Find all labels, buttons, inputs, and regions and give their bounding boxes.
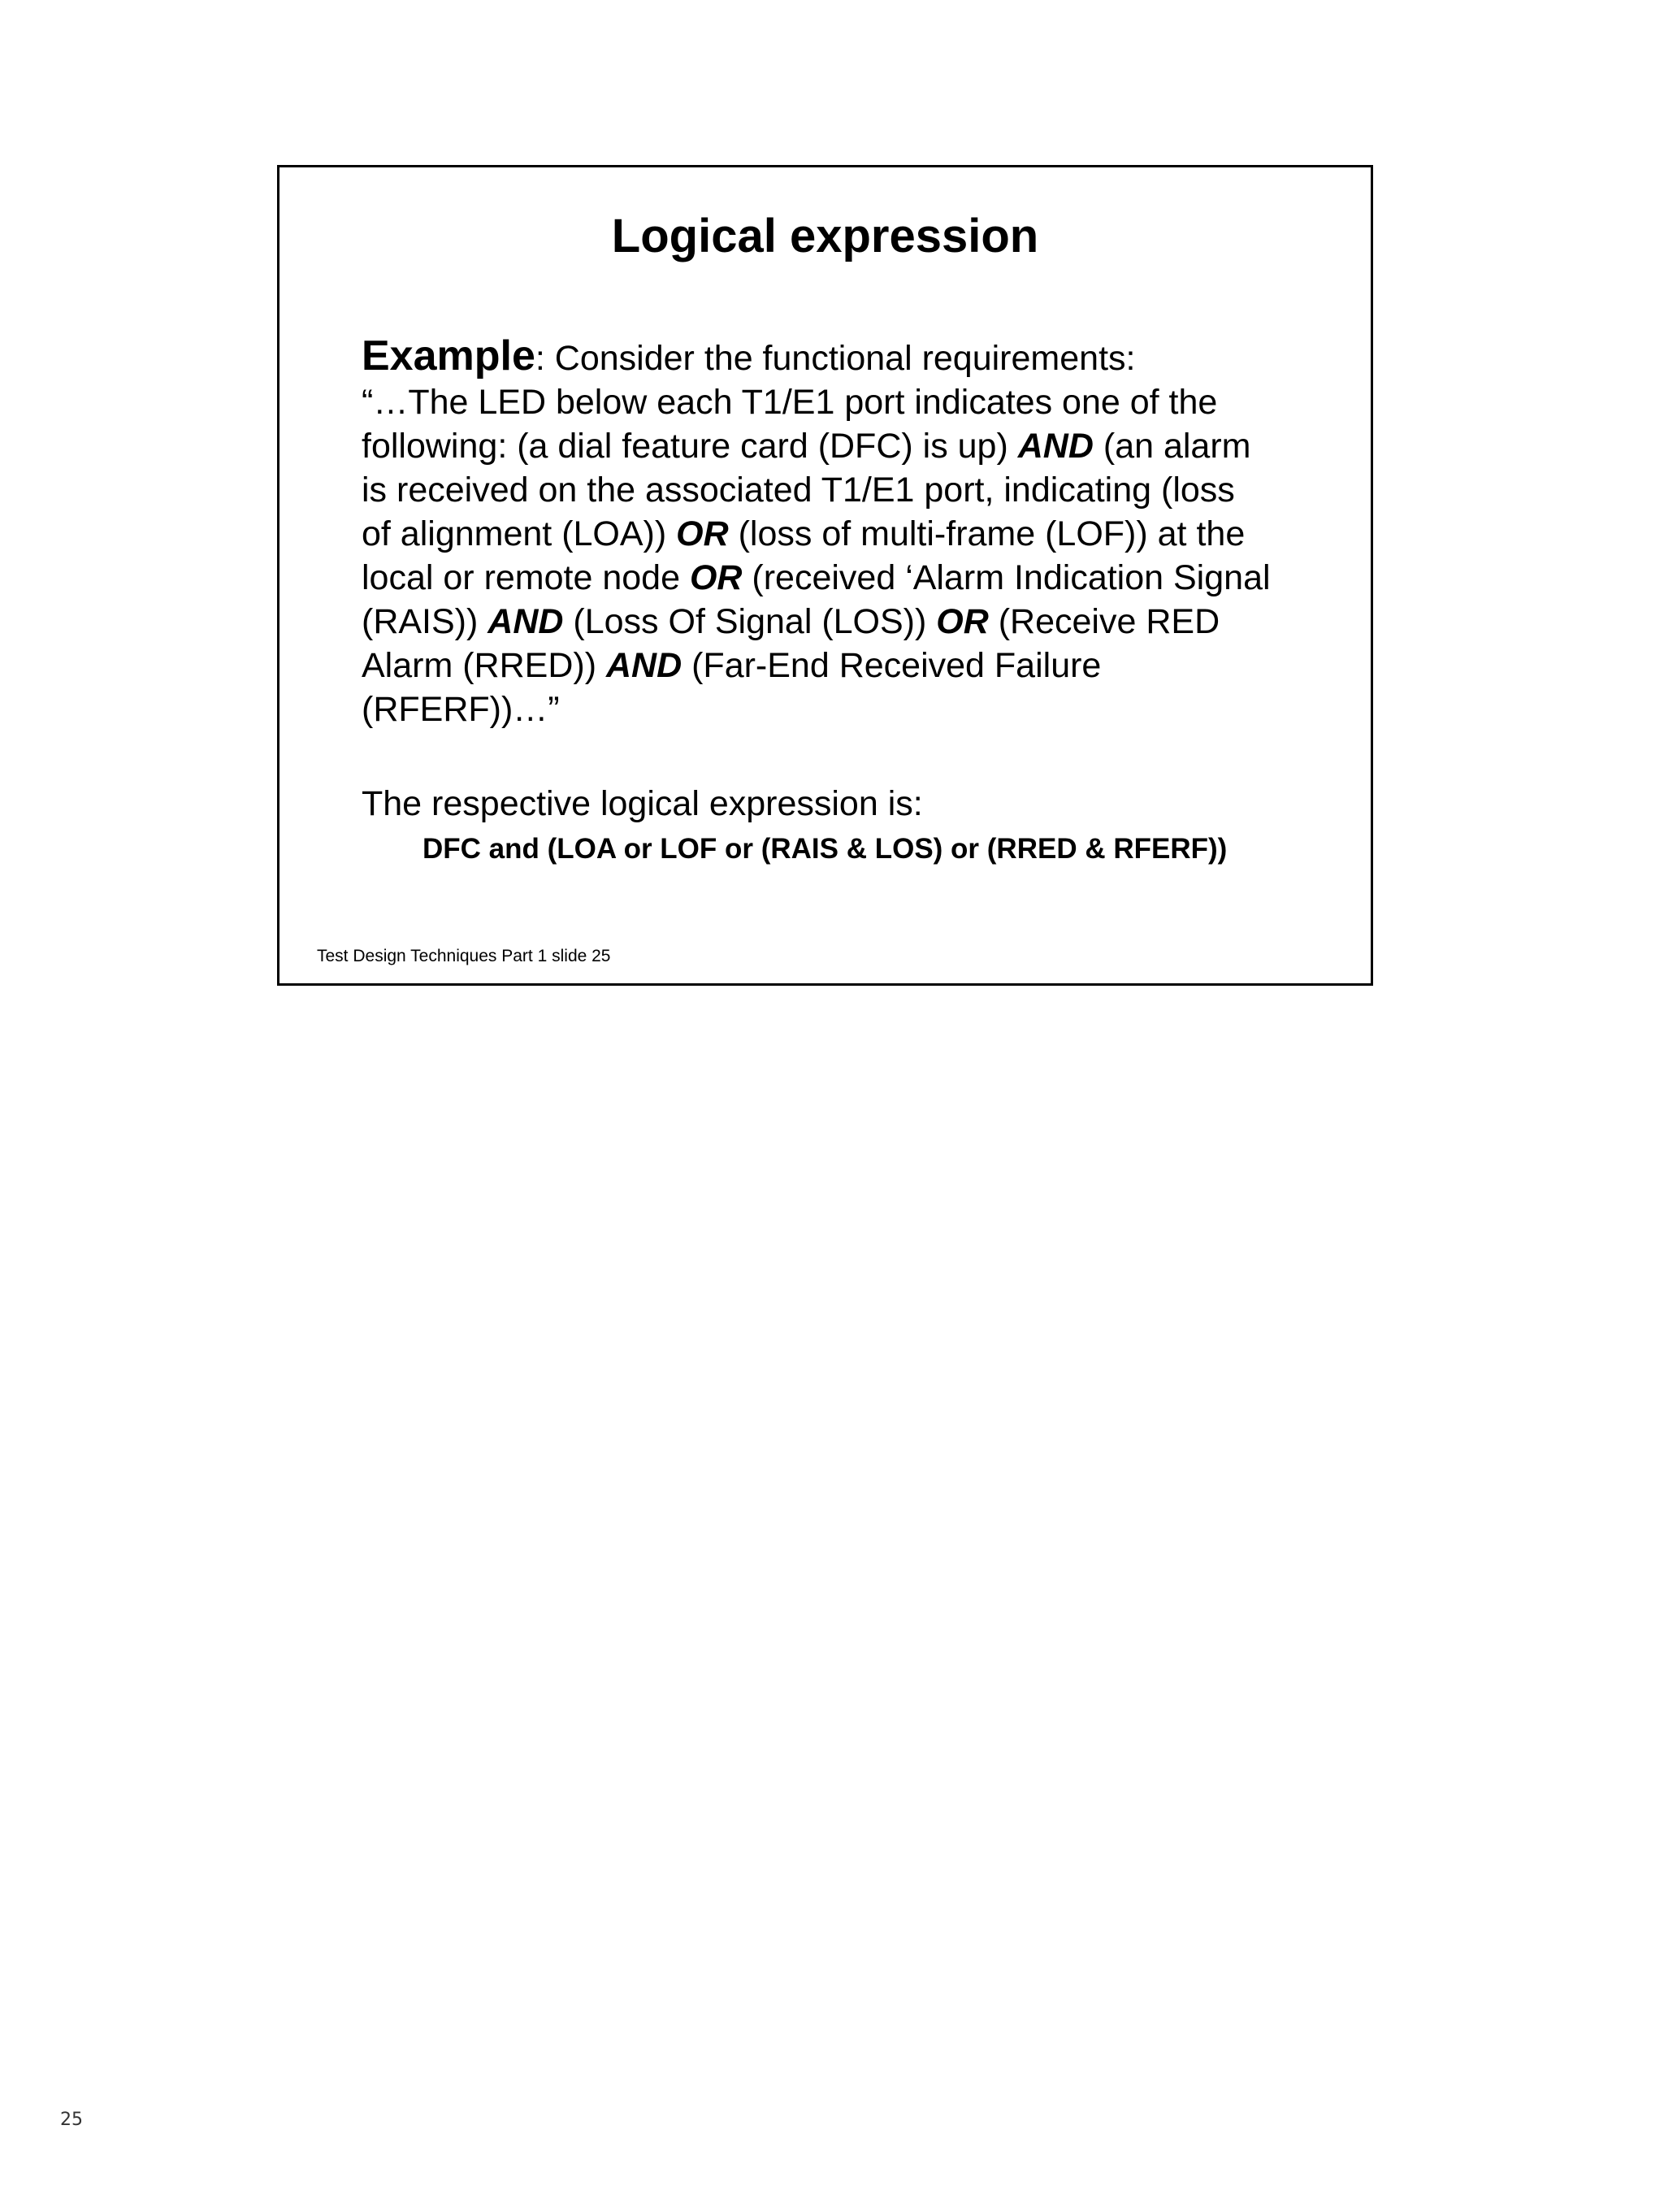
operator-and: AND	[605, 646, 682, 685]
intro-line	[362, 334, 1361, 380]
quote-line-7	[362, 644, 1361, 687]
intro-text: Consider the functional requirements:	[554, 339, 1136, 378]
slide-title: Logical expression	[611, 210, 1039, 262]
quote-text: Alarm (RRED))	[362, 646, 606, 685]
quote-text: (loss of multi-frame (LOF)) at the	[728, 514, 1246, 553]
respective-text: The respective logical expression is:	[362, 784, 923, 823]
quote-text: (an alarm	[1093, 427, 1251, 466]
quote-text: (received ‘Alarm Indication Signal	[742, 558, 1271, 597]
quote-line-1: “…The LED below each T1/E1 port indicates one of the	[362, 383, 1218, 422]
page-number: 25	[60, 2110, 83, 2130]
quote-text: (Receive RED	[988, 602, 1220, 641]
operator-or: OR	[676, 514, 729, 553]
slide-footer: Test Design Techniques Part 1 slide 25	[317, 947, 611, 965]
quote-line-4	[362, 512, 1361, 556]
quote-line-6	[362, 600, 1361, 644]
quote-line-8: (RFERF))…”	[362, 690, 560, 729]
example-label: Example	[362, 332, 535, 380]
operator-and: AND	[1017, 427, 1094, 466]
quote-line-2	[362, 424, 1361, 468]
slide-frame	[277, 165, 1373, 986]
operator-and: AND	[488, 602, 564, 641]
example-colon: :	[535, 339, 555, 378]
quote-text: following: (a dial feature card (DFC) is up)	[362, 427, 1018, 466]
quote-line-5	[362, 556, 1361, 600]
quote-text: (Far-End Received Failure	[682, 646, 1102, 685]
quote-text: of alignment (LOA))	[362, 514, 677, 553]
quote-text: (RAIS))	[362, 602, 488, 641]
operator-or: OR	[936, 602, 989, 641]
quote-text: local or remote node	[362, 558, 690, 597]
slide-body	[362, 334, 1361, 731]
quote-text: (Loss Of Signal (LOS))	[563, 602, 937, 641]
quote-line-3: is received on the associated T1/E1 port, indicating (loss	[362, 471, 1235, 510]
logical-expression: DFC and (LOA or LOF or (RAIS & LOS) or (RRED & RFERF))	[422, 833, 1228, 865]
operator-or: OR	[689, 558, 743, 597]
